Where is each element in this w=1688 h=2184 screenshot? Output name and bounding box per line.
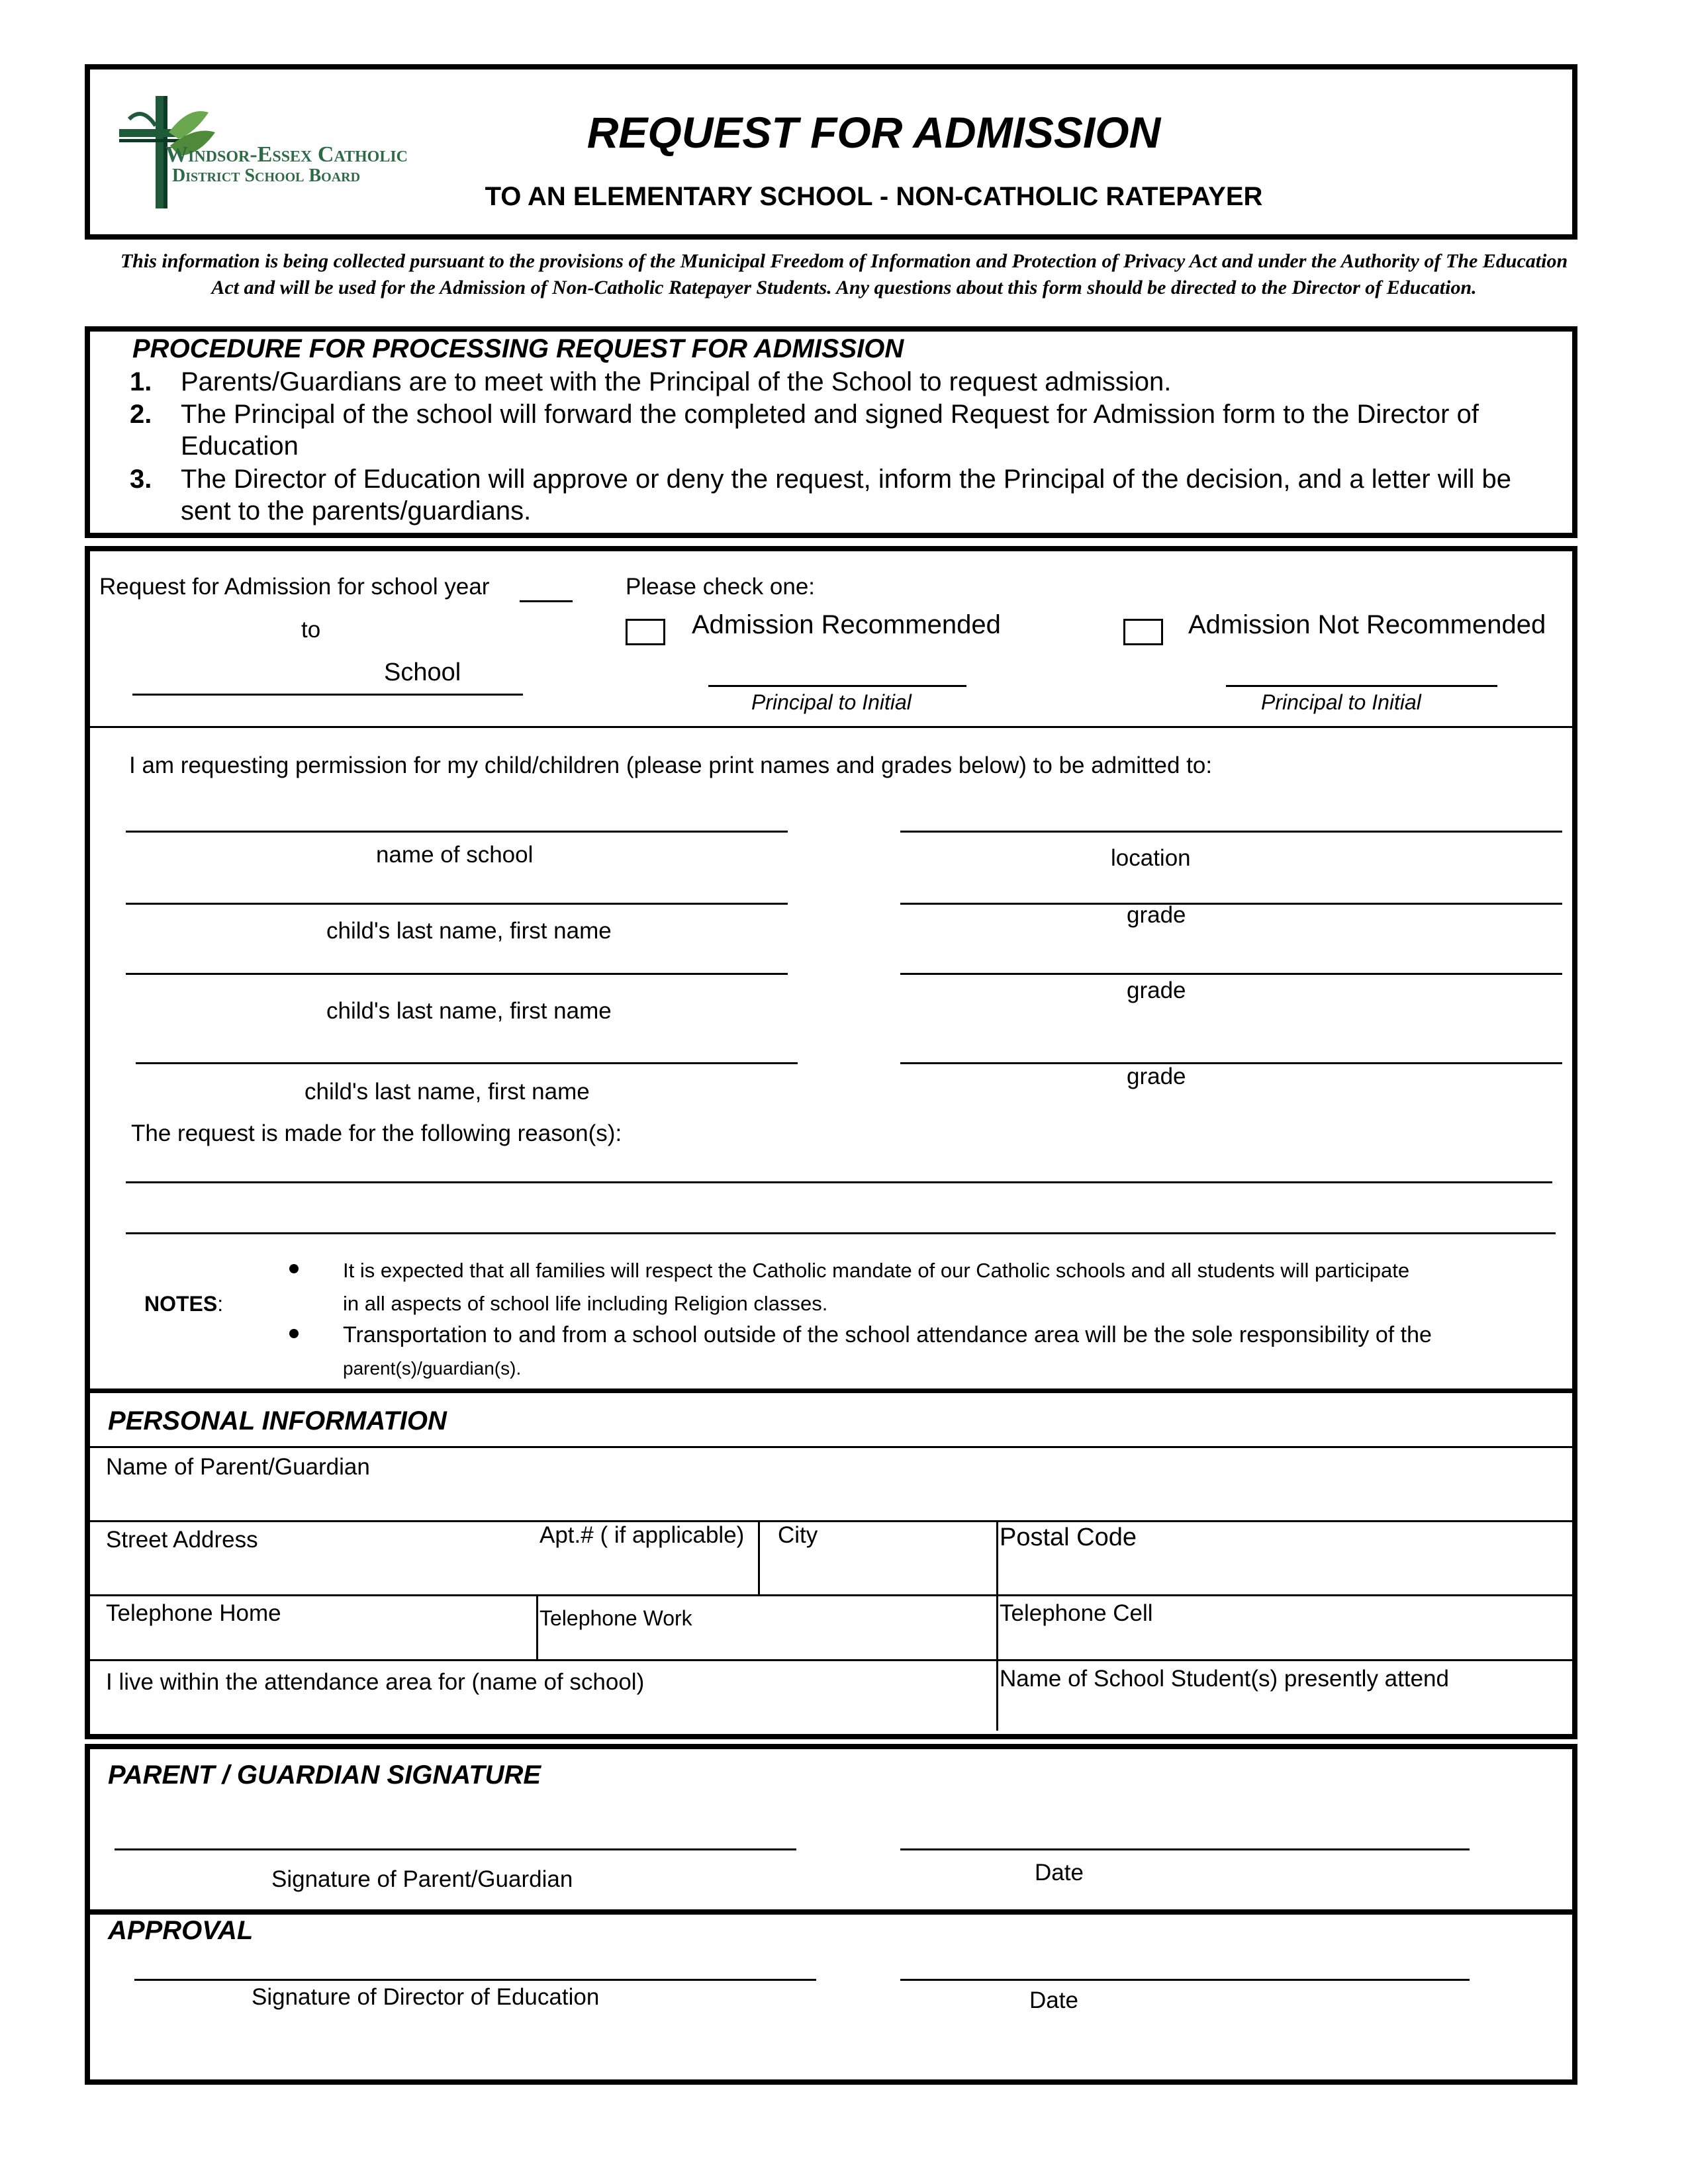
home-work-divider xyxy=(536,1594,538,1659)
parent-signature-label: Signature of Parent/Guardian xyxy=(271,1866,573,1892)
row-divider-3 xyxy=(90,1659,1573,1661)
attendance-area-label: I live within the attendance area for (name of school) xyxy=(106,1669,645,1695)
procedure-step-2: The Principal of the school will forward the completed and signed Request for Admission form to the Director of xyxy=(181,400,1479,429)
admission-not-recommended-label: Admission Not Recommended xyxy=(1188,610,1546,639)
location-field[interactable] xyxy=(900,831,1562,833)
principal-initial-field-2[interactable] xyxy=(1226,685,1497,687)
name-of-school-label: name of school xyxy=(376,842,534,868)
reason-field-1[interactable] xyxy=(126,1181,1552,1183)
school-field[interactable] xyxy=(132,694,523,696)
child-name-label-2: child's last name, first name xyxy=(326,998,612,1024)
logo-line1: Windsor-Essex Catholic xyxy=(165,142,408,167)
note-1-line1: It is expected that all families will respect the Catholic mandate of our Catholic schools and all students will participate xyxy=(343,1259,1410,1282)
parent-date-field[interactable] xyxy=(900,1848,1470,1850)
grade-field-2[interactable] xyxy=(900,973,1562,975)
admission-recommended-checkbox[interactable] xyxy=(626,619,665,645)
note-2-line1: Transportation to and from a school outside of the school attendance area will be the sole responsibility of the xyxy=(343,1322,1432,1347)
grade-field-3[interactable] xyxy=(900,1062,1562,1064)
note-bullet-1 xyxy=(289,1264,299,1273)
reason-label: The request is made for the following reason(s): xyxy=(131,1120,622,1146)
notes-label-text: NOTES xyxy=(144,1292,218,1316)
note-bullet-2 xyxy=(289,1329,299,1338)
principal-initial-label-2: Principal to Initial xyxy=(1261,690,1421,714)
procedure-step-3-num: 3. xyxy=(130,465,152,494)
child-name-label-1: child's last name, first name xyxy=(326,918,612,944)
principal-initial-label-1: Principal to Initial xyxy=(751,690,912,714)
grade-field-1[interactable] xyxy=(900,903,1562,905)
personal-title-divider xyxy=(90,1446,1573,1448)
director-signature-label: Signature of Director of Education xyxy=(252,1984,600,2010)
note-2-line2: parent(s)/guardian(s). xyxy=(343,1358,522,1379)
child-name-label-3: child's last name, first name xyxy=(305,1079,590,1105)
notes-label xyxy=(144,1292,223,1316)
present-school-label: Name of School Student(s) presently attend xyxy=(1000,1666,1449,1692)
approval-title: APPROVAL xyxy=(108,1916,254,1945)
telephone-cell-label: Telephone Cell xyxy=(1000,1600,1153,1626)
grade-label-3: grade xyxy=(1127,1064,1186,1089)
request-divider xyxy=(90,726,1573,728)
page-title: REQUEST FOR ADMISSION xyxy=(586,108,1161,157)
grade-label-2: grade xyxy=(1127,978,1186,1003)
admission-recommended-label: Admission Recommended xyxy=(692,610,1001,639)
name-of-school-field[interactable] xyxy=(126,831,788,833)
parent-name-label: Name of Parent/Guardian xyxy=(106,1454,370,1480)
signature-title: PARENT / GUARDIAN SIGNATURE xyxy=(108,1760,541,1790)
grade-label-1: grade xyxy=(1127,902,1186,928)
director-signature-field[interactable] xyxy=(134,1979,816,1981)
page-subtitle: TO AN ELEMENTARY SCHOOL - NON-CATHOLIC RATEPAYER xyxy=(485,182,1263,211)
admission-not-recommended-checkbox[interactable] xyxy=(1123,619,1163,645)
director-date-label: Date xyxy=(1029,1987,1078,2013)
privacy-line2: Act and will be used for the Admission of Non-Catholic Ratepayer Students. Any questions about this form should be directed to the Director of Education. xyxy=(211,277,1477,298)
procedure-step-2-cont: Education xyxy=(181,432,299,461)
director-date-field[interactable] xyxy=(900,1979,1470,1981)
child-name-field-2[interactable] xyxy=(126,973,788,975)
school-year-label: Request for Admission for school year xyxy=(99,574,490,600)
personal-info-title: PERSONAL INFORMATION xyxy=(108,1406,447,1435)
school-label: School xyxy=(384,659,461,686)
note-1-line2: in all aspects of school life including Religion classes. xyxy=(343,1292,828,1315)
privacy-line1: This information is being collected pursuant to the provisions of the Municipal Freedom of Information and Protection of Privacy Act and under the Authority of The Education xyxy=(120,250,1568,272)
telephone-work-label: Telephone Work xyxy=(539,1606,692,1630)
apt-label: Apt.# ( if applicable) xyxy=(539,1522,745,1548)
procedure-step-3-cont: sent to the parents/guardians. xyxy=(181,496,532,525)
street-address-label: Street Address xyxy=(106,1527,258,1553)
procedure-step-1: Parents/Guardians are to meet with the Principal of the School to request admission. xyxy=(181,367,1172,396)
reason-field-2[interactable] xyxy=(126,1232,1556,1234)
city-label: City xyxy=(778,1522,818,1548)
telephone-home-label: Telephone Home xyxy=(106,1600,281,1626)
parent-date-label: Date xyxy=(1035,1860,1084,1886)
apt-city-divider xyxy=(758,1520,760,1594)
parent-signature-field[interactable] xyxy=(115,1848,796,1850)
child-name-field-3[interactable] xyxy=(136,1062,798,1064)
row-divider-1 xyxy=(90,1520,1573,1522)
child-name-field-1[interactable] xyxy=(126,903,788,905)
procedure-step-1-num: 1. xyxy=(130,367,152,396)
procedure-title: PROCEDURE FOR PROCESSING REQUEST FOR ADMISSION xyxy=(132,334,904,363)
check-one-label: Please check one: xyxy=(626,574,816,600)
to-label: to xyxy=(301,617,321,643)
postal-code-label: Postal Code xyxy=(1000,1524,1137,1551)
principal-initial-field-1[interactable] xyxy=(708,685,966,687)
notes-label-colon: : xyxy=(217,1292,224,1316)
school-year-field[interactable] xyxy=(520,600,573,602)
row-divider-2 xyxy=(90,1594,1573,1596)
permission-text: I am requesting permission for my child/children (please print names and grades below) to be admitted to: xyxy=(129,752,1213,778)
personal-top-border xyxy=(85,1388,1577,1393)
procedure-step-3: The Director of Education will approve or deny the request, inform the Principal of the decision, and a letter will be xyxy=(181,465,1511,494)
logo-line2: District School Board xyxy=(172,165,361,186)
city-postal-divider xyxy=(996,1520,998,1731)
procedure-step-2-num: 2. xyxy=(130,400,152,429)
location-label: location xyxy=(1111,845,1191,871)
